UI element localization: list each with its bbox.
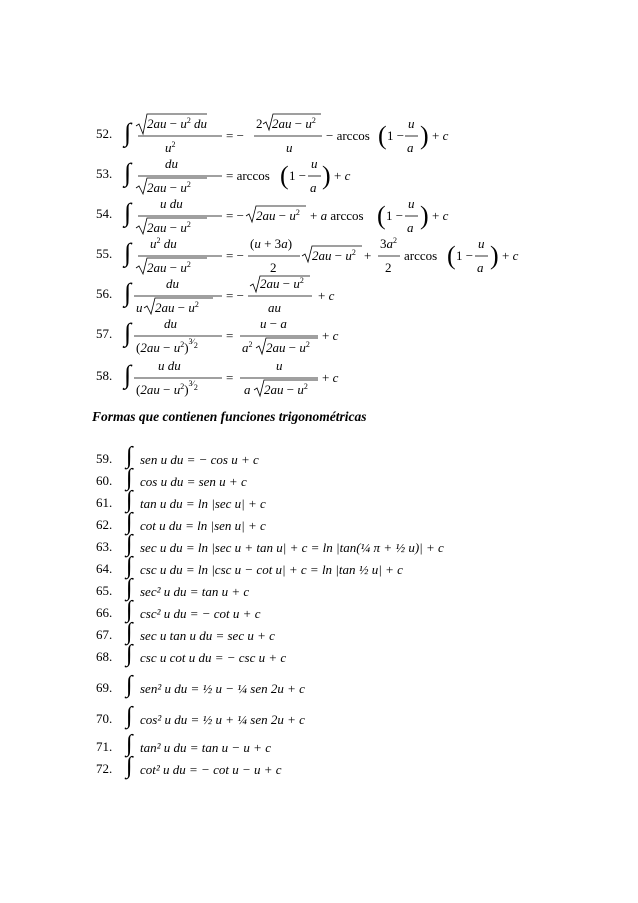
formula-66 (96, 597, 616, 624)
svg-text:+: + (364, 248, 372, 263)
integral-sign: ∫ (126, 487, 133, 513)
svg-text:a: a (477, 260, 484, 275)
formula-67 (96, 619, 616, 646)
formula-68 (96, 641, 616, 668)
formula-number: 67. (96, 627, 113, 642)
integral-sign: ∫ (126, 641, 133, 667)
svg-text:du: du (165, 156, 178, 171)
svg-text:3a2: $3a^2$ (380, 236, 397, 251)
formula-expression: csc u cot u du = − csc u + c (140, 650, 287, 665)
svg-text:u2 du: $u^2$ du (150, 236, 177, 251)
svg-text:au: au (268, 300, 281, 315)
integral-sign: ∫ (126, 531, 133, 557)
formula-number: 65. (96, 583, 113, 598)
svg-text:2: 2 (270, 260, 277, 275)
formula-expression: sec² u du = tan u + c (140, 584, 250, 599)
formula-expression: cos² u du = ½ u + ¼ sen 2u + c (140, 712, 305, 727)
formula-61 (96, 487, 616, 514)
integral-sign: ∫ (126, 753, 133, 779)
svg-text:u: u (478, 236, 485, 251)
svg-text:a: a (407, 220, 414, 235)
svg-text:= arccos: = arccos (226, 168, 270, 183)
integral-sign: ∫ (124, 118, 132, 147)
formula-63 (96, 531, 616, 558)
formula-number: 68. (96, 649, 113, 664)
svg-text:2au − u2: $2au - u^2$ (312, 248, 356, 263)
formula-expression: sec u du = ln |sec u + tan u| + c = ln |tan(¼ π + ½ u)| + c (140, 540, 444, 555)
formula-number: 52. (96, 126, 113, 141)
formula-number: 60. (96, 473, 113, 488)
svg-text:a: a (407, 140, 414, 155)
formula-expression: sen u du = − cos u + c (140, 452, 259, 467)
formula-64 (96, 553, 616, 580)
svg-text:= −: = − (226, 128, 244, 143)
svg-text:2au − u2: $2au - u^2$ (264, 382, 308, 397)
svg-text:2au − u2: $2au - u^2$ (260, 276, 304, 291)
formula-69 (96, 672, 616, 699)
svg-text:u: u (276, 358, 283, 373)
svg-text:2au − u2: $2au - u^2$ (256, 208, 300, 223)
formula-number: 69. (96, 680, 113, 695)
formula-58 (0, 354, 638, 400)
formula-expression: cos u du = sen u + c (140, 474, 247, 489)
formula-57 (0, 312, 638, 358)
svg-text:1 −: 1 − (456, 248, 474, 263)
svg-text:a: a (244, 382, 251, 397)
svg-text:(2au − u2)3⁄2: $(2au - u^2)^3⁄_2$ (136, 337, 198, 355)
svg-text:(2au − u2)3⁄2: $(2au - u^2)^3⁄_2$ (136, 379, 198, 397)
svg-text:=: = (226, 370, 234, 385)
formula-expression: cot² u du = − cot u − u + c (140, 762, 282, 777)
svg-text:= −: = − (226, 248, 244, 263)
formula-expression: tan² u du = tan u − u + c (140, 740, 271, 755)
svg-text:2au − u2: $2au - u^2$ (272, 116, 316, 131)
formula-number: 54. (96, 206, 113, 221)
formula-number: 58. (96, 368, 113, 383)
formula-expression: cot u du = ln |sen u| + c (140, 518, 266, 533)
integral-sign: ∫ (126, 509, 133, 535)
svg-text:= −: = − (226, 288, 244, 303)
svg-text:+ c: + c (334, 168, 351, 183)
integral-sign: ∫ (124, 238, 132, 267)
svg-text:2au − u2: $2au - u^2$ (155, 300, 199, 315)
svg-text:+ a arccos: + a arccos (310, 208, 364, 223)
svg-text:− arccos: − arccos (326, 128, 370, 143)
svg-text:): ) (322, 161, 331, 190)
integral-sign: ∫ (126, 703, 133, 729)
svg-text:(: ( (280, 161, 289, 190)
svg-text:a2: $a^2$ (242, 340, 253, 355)
svg-text:= −: = − (226, 208, 244, 223)
svg-text:+ c: + c (322, 370, 339, 385)
svg-text:u: u (408, 196, 415, 211)
svg-text:u: u (408, 116, 415, 131)
integral-sign: ∫ (126, 597, 133, 623)
svg-text:(: ( (377, 201, 386, 230)
svg-text:2au − u2: $2au - u^2$ (147, 180, 191, 195)
formula-expression: csc² u du = − cot u + c (140, 606, 261, 621)
svg-text:1 −: 1 − (289, 168, 307, 183)
integral-sign: ∫ (126, 465, 133, 491)
svg-text:2: 2 (256, 116, 263, 131)
svg-text:du: du (164, 316, 177, 331)
formula-number: 53. (96, 166, 113, 181)
integral-sign: ∫ (126, 443, 133, 469)
formula-60 (96, 465, 616, 492)
svg-text:): ) (490, 241, 499, 270)
formula-expression: sec u tan u du = sec u + c (140, 628, 275, 643)
formula-number: 72. (96, 761, 113, 776)
svg-text:+ c: + c (432, 208, 449, 223)
formula-expression: csc u du = ln |csc u − cot u| + c = ln |tan ½ u| + c (140, 562, 403, 577)
integral-sign: ∫ (126, 731, 133, 757)
formula-72 (96, 753, 616, 780)
svg-text:a: a (310, 180, 317, 195)
formula-number: 66. (96, 605, 113, 620)
integral-sign: ∫ (124, 318, 132, 347)
formula-expression: sen² u du = ½ u − ¼ sen 2u + c (140, 681, 305, 696)
svg-text:1 −: 1 − (386, 208, 404, 223)
svg-text:2au − u2: $2au - u^2$ (266, 340, 310, 355)
formula-number: 59. (96, 451, 113, 466)
svg-text:u − a: u − a (260, 316, 287, 331)
svg-text:+ c: + c (432, 128, 449, 143)
svg-text:u2: $u^2$ (165, 140, 176, 155)
formula-65 (96, 575, 616, 602)
formula-number: 71. (96, 739, 113, 754)
svg-text:+ c: + c (322, 328, 339, 343)
svg-text:): ) (420, 121, 429, 150)
svg-text:(u + 3a): (u + 3a) (250, 236, 293, 251)
integral-sign: ∫ (126, 553, 133, 579)
formula-number: 63. (96, 539, 113, 554)
integral-sign: ∫ (126, 672, 133, 698)
formula-62 (96, 509, 616, 536)
svg-text:u du: u du (160, 196, 183, 211)
svg-text:u du: u du (158, 358, 181, 373)
svg-text:arccos: arccos (404, 248, 438, 263)
integral-sign: ∫ (126, 575, 133, 601)
formula-71 (96, 731, 616, 758)
svg-text:(: ( (378, 121, 387, 150)
svg-text:=: = (226, 328, 234, 343)
svg-text:u: u (286, 140, 293, 155)
integral-sign: ∫ (124, 198, 132, 227)
integral-sign: ∫ (126, 619, 133, 645)
svg-text:(: ( (447, 241, 456, 270)
svg-text:u: u (311, 156, 318, 171)
section-heading: Formas que contienen funciones trigonométricas (92, 409, 367, 424)
svg-text:du: du (166, 276, 179, 291)
svg-text:2: 2 (385, 260, 392, 275)
svg-text:1 −: 1 − (387, 128, 405, 143)
formula-59 (96, 443, 616, 470)
formula-70 (96, 703, 616, 730)
integral-sign: ∫ (124, 360, 132, 389)
svg-text:2au − u2: $2au - u^2$ (147, 116, 191, 131)
formula-expression: tan u du = ln |sec u| + c (140, 496, 266, 511)
formula-number: 64. (96, 561, 113, 576)
svg-text:+ c: + c (318, 288, 335, 303)
formula-number: 57. (96, 326, 113, 341)
integral-sign: ∫ (124, 158, 132, 187)
formula-number: 61. (96, 495, 113, 510)
svg-text:2au − u2: $2au - u^2$ (147, 220, 191, 235)
svg-text:u: u (136, 300, 143, 315)
integral-sign: ∫ (124, 278, 132, 307)
formula-number: 62. (96, 517, 113, 532)
svg-text:2au − u2: $2au - u^2$ (147, 260, 191, 275)
svg-text:+ c: + c (502, 248, 519, 263)
formula-number: 70. (96, 711, 113, 726)
svg-text:du: du (194, 116, 207, 131)
svg-text:): ) (420, 201, 429, 230)
formula-number: 56. (96, 286, 113, 301)
formula-number: 55. (96, 246, 113, 261)
